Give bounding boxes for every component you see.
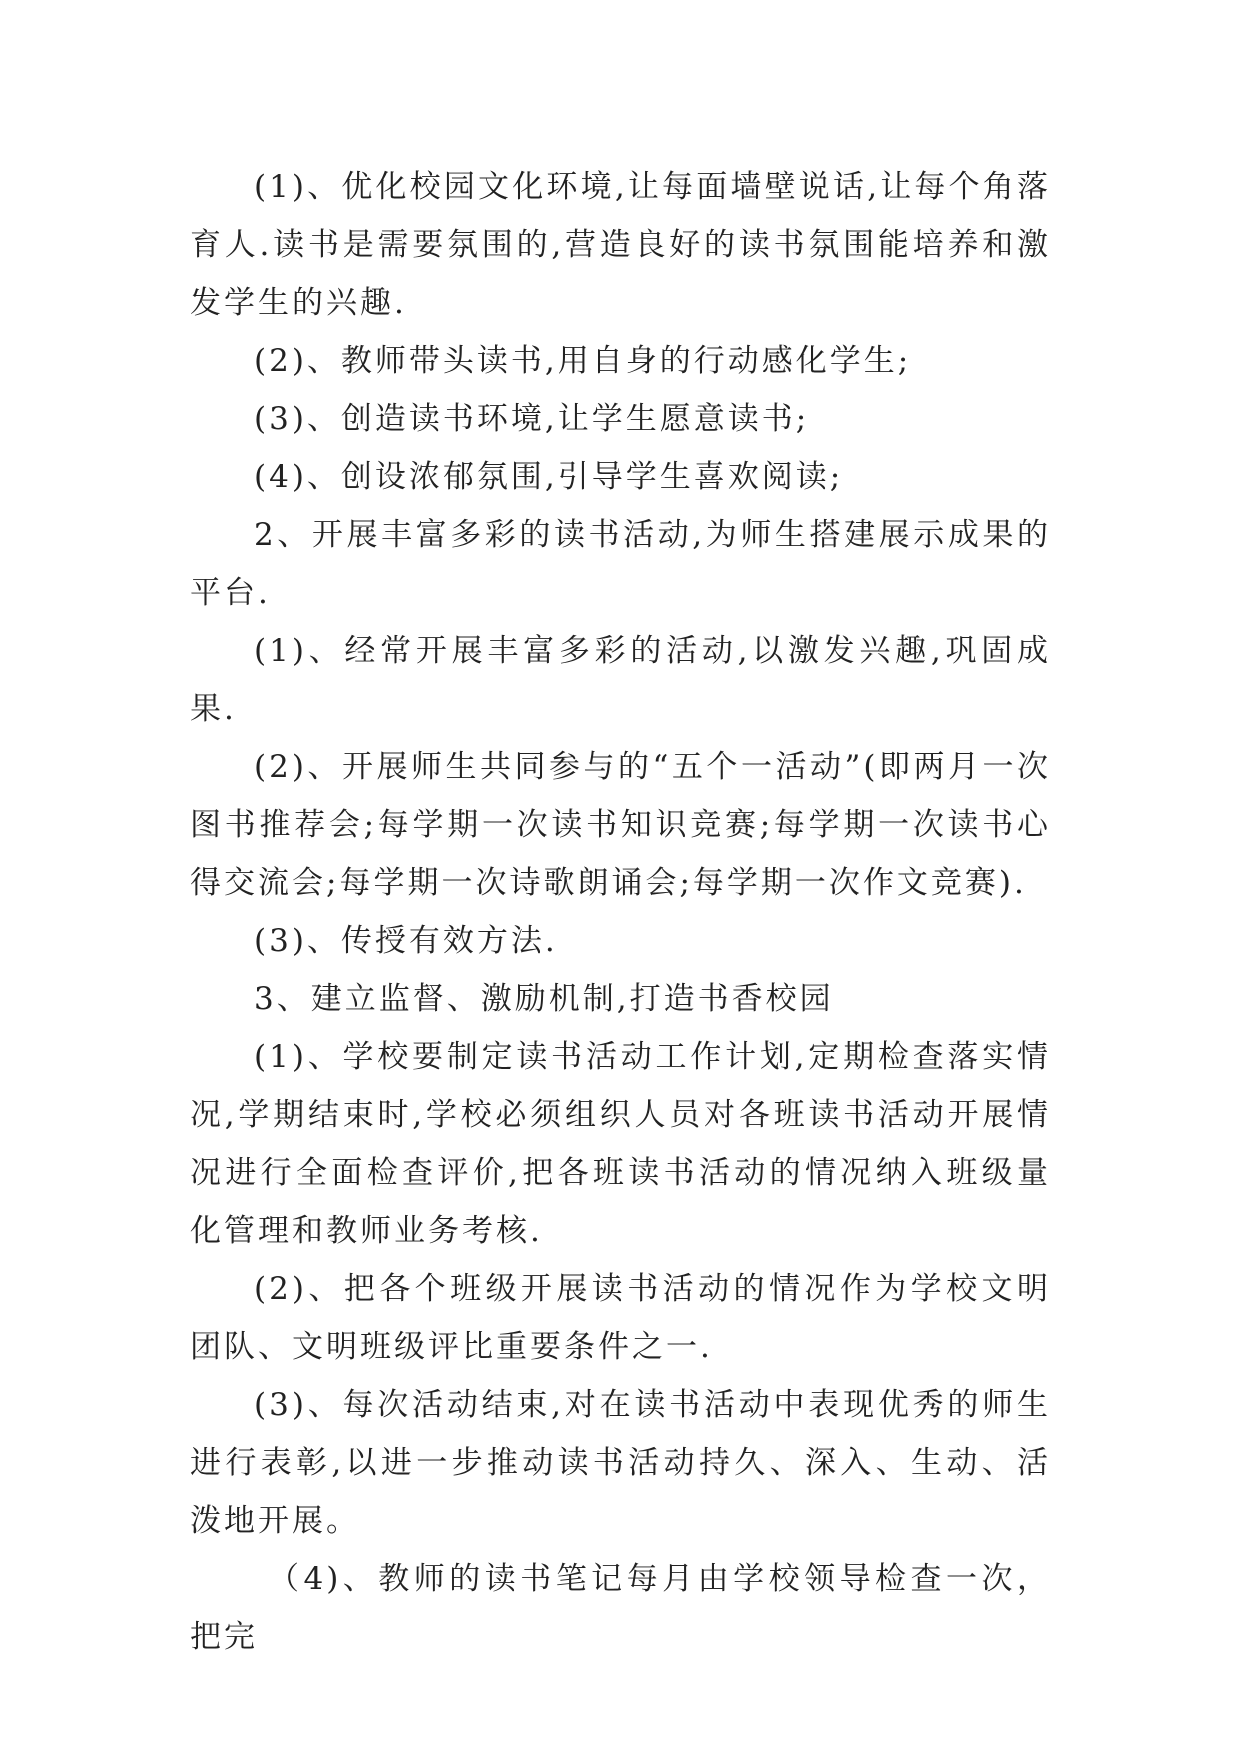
section-heading-2: 2、开展丰富多彩的读书活动,为师生搭建展示成果的平台.: [190, 517, 1051, 611]
section-heading-3: 3、建立监督、激励机制,打造书香校园: [254, 981, 834, 1017]
paragraph-2-2: (2)、开展师生共同参与的“五个一活动”(即两月一次图书推荐会;每学期一次读书知识竞赛;每学期一次读书心得交流会;每学期一次诗歌朗诵会;每学期一次作文竞赛).: [190, 749, 1051, 901]
paragraph-2-3: (3)、传授有效方法.: [254, 923, 558, 959]
paragraph-1-4: (4)、创设浓郁氛围,引导学生喜欢阅读;: [254, 459, 844, 495]
paragraph-3-1: (1)、学校要制定读书活动工作计划,定期检查落实情况,学期结束时,学校必须组织人员对各班读书活动开展情况进行全面检查评价,把各班读书活动的情况纳入班级量化管理和教师业务考核.: [190, 1039, 1051, 1249]
document-body: [190, 158, 1051, 1666]
paragraph-3-4: （4)、教师的读书笔记每月由学校领导检查一次，把完: [190, 1561, 1051, 1655]
paragraph-3-2: (2)、把各个班级开展读书活动的情况作为学校文明团队、文明班级评比重要条件之一.: [190, 1271, 1051, 1365]
paragraph-3-3: (3)、每次活动结束,对在读书活动中表现优秀的师生进行表彰,以进一步推动读书活动持久、深入、生动、活泼地开展。: [190, 1387, 1051, 1539]
paragraph-1-3: (3)、创造读书环境,让学生愿意读书;: [254, 401, 810, 437]
paragraph-1-2: (2)、教师带头读书,用自身的行动感化学生;: [254, 343, 912, 379]
paragraph-2-1: (1)、经常开展丰富多彩的活动,以激发兴趣,巩固成果.: [190, 633, 1051, 727]
paragraph-1-1: (1)、优化校园文化环境,让每面墙壁说话,让每个角落育人.读书是需要氛围的,营造良好的读书氛围能培养和激发学生的兴趣.: [190, 169, 1051, 321]
